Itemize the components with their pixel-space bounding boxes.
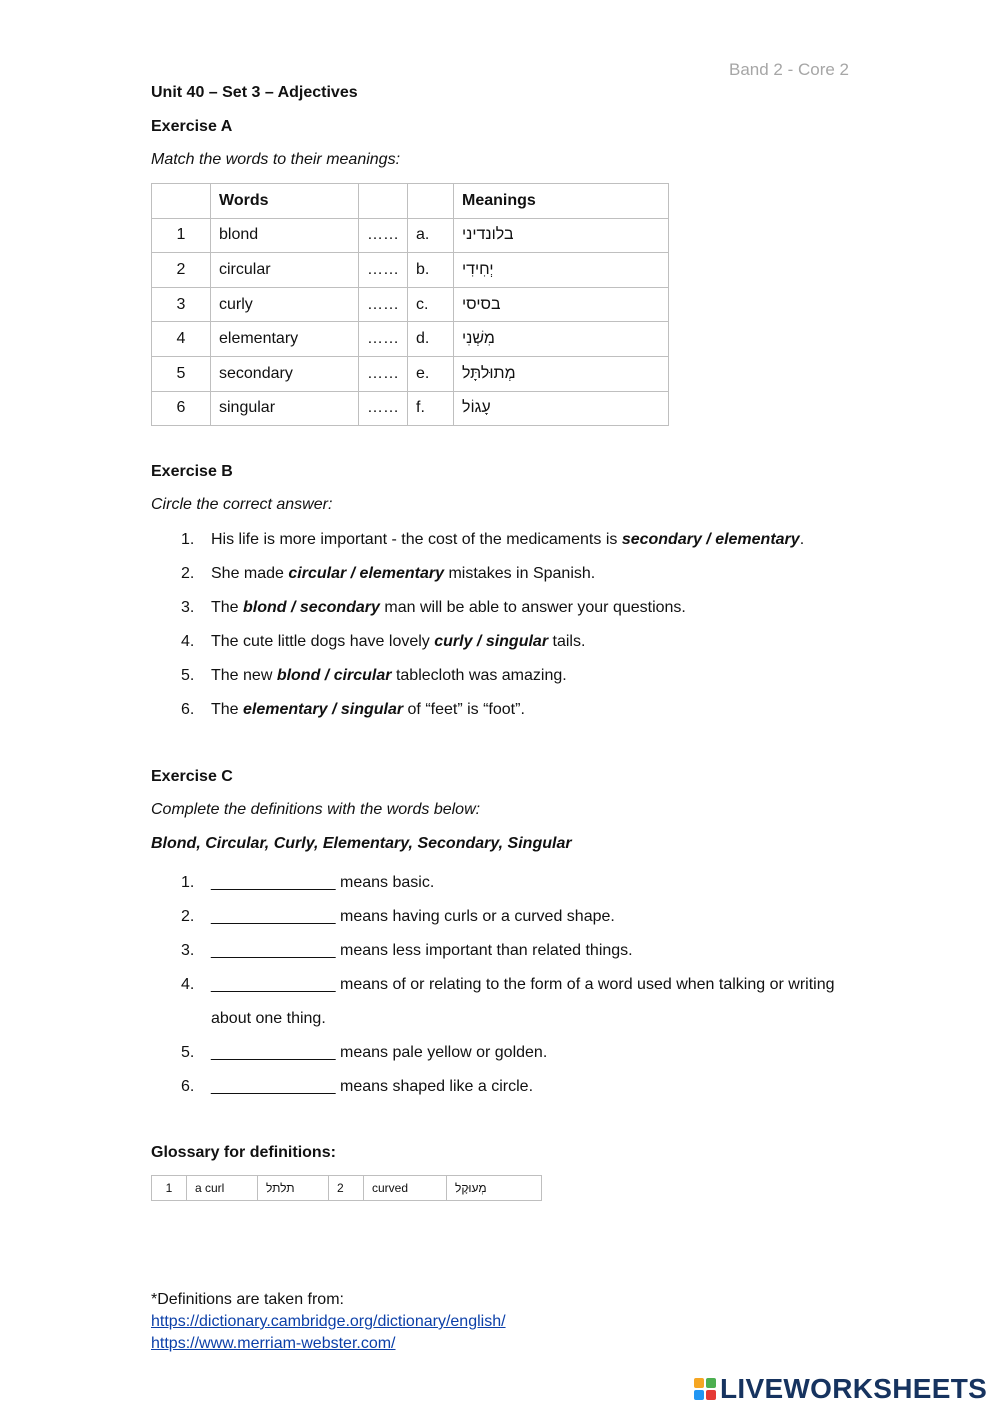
table-row — [152, 287, 669, 322]
item-number: 6. — [181, 701, 195, 718]
sentence-start: The — [211, 599, 244, 616]
header-meanings: Meanings — [454, 184, 669, 219]
exercise-c-list — [151, 866, 871, 1104]
sentence-start: The new — [211, 667, 277, 684]
answer-blank[interactable]: …… — [359, 253, 408, 288]
row-word: singular — [211, 391, 359, 426]
answer-choice[interactable]: curly / singular — [434, 633, 549, 650]
definition-text[interactable]: ______________ means of or relating to the form of a word used when talking or writing about one thing. — [211, 976, 835, 1027]
table-row — [152, 1176, 542, 1201]
item-number: 5. — [181, 667, 195, 684]
table-header-row — [152, 184, 669, 219]
item-number: 3. — [181, 599, 195, 616]
item-number: 1. — [181, 531, 195, 548]
liveworksheets-logo — [694, 1374, 987, 1404]
sentence-end: tails. — [548, 633, 586, 650]
answer-choice[interactable]: secondary / elementary — [621, 531, 800, 548]
row-letter: b. — [408, 253, 454, 288]
item-number: 2. — [181, 908, 195, 925]
list-item — [151, 693, 871, 727]
answer-blank[interactable]: …… — [359, 287, 408, 322]
exercise-b-heading: Exercise B — [151, 463, 233, 480]
cambridge-link[interactable]: https://dictionary.cambridge.org/dictionary/english/ — [151, 1313, 506, 1330]
definition-text[interactable]: ______________ means less important than related things. — [211, 942, 633, 959]
row-meaning: יְחִידִי — [454, 253, 669, 288]
glossary-meaning: תלתל — [258, 1176, 329, 1201]
table-row — [152, 391, 669, 426]
answer-blank[interactable]: …… — [359, 322, 408, 357]
logo-text: LIVEWORKSHEETS — [720, 1373, 988, 1404]
header-number-cell — [152, 184, 211, 219]
answer-choice[interactable]: blond / circular — [276, 667, 392, 684]
sentence-end: of “feet” is “foot”. — [403, 701, 525, 718]
table-row — [152, 356, 669, 391]
answer-blank[interactable]: …… — [359, 391, 408, 426]
glossary-word: a curl — [187, 1176, 258, 1201]
item-number: 2. — [181, 565, 195, 582]
word-bank: Blond, Circular, Curly, Elementary, Secondary, Singular — [151, 835, 572, 852]
answer-blank[interactable]: …… — [359, 356, 408, 391]
definition-text[interactable]: ______________ means basic. — [211, 874, 435, 891]
exercise-a-instruction: Match the words to their meanings: — [151, 151, 401, 168]
row-number: 5 — [152, 356, 211, 391]
header-letter-cell — [408, 184, 454, 219]
logo-square — [706, 1390, 716, 1400]
exercise-c-instruction: Complete the definitions with the words below: — [151, 801, 481, 818]
answer-choice[interactable]: blond / secondary — [243, 599, 380, 616]
header-words: Words — [211, 184, 359, 219]
sources-note: *Definitions are taken from: — [151, 1291, 344, 1308]
sentence-end: . — [799, 531, 805, 548]
list-item — [151, 591, 871, 625]
sentence-start: She made — [211, 565, 289, 582]
list-item — [151, 1070, 871, 1104]
item-number: 3. — [181, 942, 195, 959]
sentence-end: man will be able to answer your questions. — [379, 599, 686, 616]
sentence-start: The — [211, 701, 244, 718]
row-number: 4 — [152, 322, 211, 357]
item-number: 4. — [181, 633, 195, 650]
item-number: 6. — [181, 1078, 195, 1095]
row-word: circular — [211, 253, 359, 288]
exercise-b-list — [151, 523, 871, 727]
row-number: 2 — [152, 253, 211, 288]
glossary-table — [151, 1175, 542, 1201]
exercise-c-heading: Exercise C — [151, 768, 233, 785]
item-number: 1. — [181, 874, 195, 891]
list-item — [151, 900, 871, 934]
logo-square — [694, 1378, 704, 1388]
sentence-end: mistakes in Spanish. — [444, 565, 596, 582]
row-word: secondary — [211, 356, 359, 391]
list-item — [151, 523, 871, 557]
row-letter: a. — [408, 218, 454, 253]
list-item — [151, 968, 871, 1036]
table-row — [152, 253, 669, 288]
glossary-number: 1 — [152, 1176, 187, 1201]
header-blank-cell — [359, 184, 408, 219]
row-word: blond — [211, 218, 359, 253]
logo-square — [706, 1378, 716, 1388]
answer-choice[interactable]: circular / elementary — [288, 565, 445, 582]
row-meaning: מְתוּלתָּל — [454, 356, 669, 391]
row-letter: d. — [408, 322, 454, 357]
answer-choice[interactable]: elementary / singular — [243, 701, 404, 718]
row-letter: f. — [408, 391, 454, 426]
logo-mark-icon — [694, 1378, 716, 1400]
page-title: Unit 40 – Set 3 – Adjectives — [151, 84, 358, 101]
item-number: 4. — [181, 976, 195, 993]
glossary-meaning: מְעוּקָל — [447, 1176, 542, 1201]
row-number: 1 — [152, 218, 211, 253]
row-meaning: בסיסי — [454, 287, 669, 322]
band-label: Band 2 - Core 2 — [728, 60, 849, 79]
list-item — [151, 866, 871, 900]
sentence-start: His life is more important - the cost of the medicaments is — [211, 531, 622, 548]
row-meaning: עָגוֹל — [454, 391, 669, 426]
definition-text[interactable]: ______________ means shaped like a circle. — [211, 1078, 534, 1095]
matching-table — [151, 183, 669, 426]
row-letter: c. — [408, 287, 454, 322]
row-meaning: בלונדיני — [454, 218, 669, 253]
glossary-heading: Glossary for definitions: — [151, 1144, 336, 1161]
definition-text[interactable]: ______________ means pale yellow or golden. — [211, 1044, 548, 1061]
list-item — [151, 659, 871, 693]
row-meaning: מִשְׁנִי — [454, 322, 669, 357]
merriam-webster-link[interactable]: https://www.merriam-webster.com/ — [151, 1335, 396, 1352]
definition-text[interactable]: ______________ means having curls or a curved shape. — [211, 908, 615, 925]
glossary-number: 2 — [329, 1176, 364, 1201]
row-number: 6 — [152, 391, 211, 426]
row-number: 3 — [152, 287, 211, 322]
exercise-a-heading: Exercise A — [151, 118, 233, 135]
logo-square — [694, 1390, 704, 1400]
table-row — [152, 322, 669, 357]
glossary-word: curved — [364, 1176, 447, 1201]
sources-footer — [151, 1289, 506, 1355]
sentence-start: The cute little dogs have lovely — [211, 633, 435, 650]
answer-blank[interactable]: …… — [359, 218, 408, 253]
list-item — [151, 557, 871, 591]
list-item — [151, 1036, 871, 1070]
row-word: curly — [211, 287, 359, 322]
row-letter: e. — [408, 356, 454, 391]
item-number: 5. — [181, 1044, 195, 1061]
table-row — [152, 218, 669, 253]
sentence-end: tablecloth was amazing. — [391, 667, 567, 684]
exercise-b-instruction: Circle the correct answer: — [151, 496, 333, 513]
list-item — [151, 934, 871, 968]
list-item — [151, 625, 871, 659]
row-word: elementary — [211, 322, 359, 357]
